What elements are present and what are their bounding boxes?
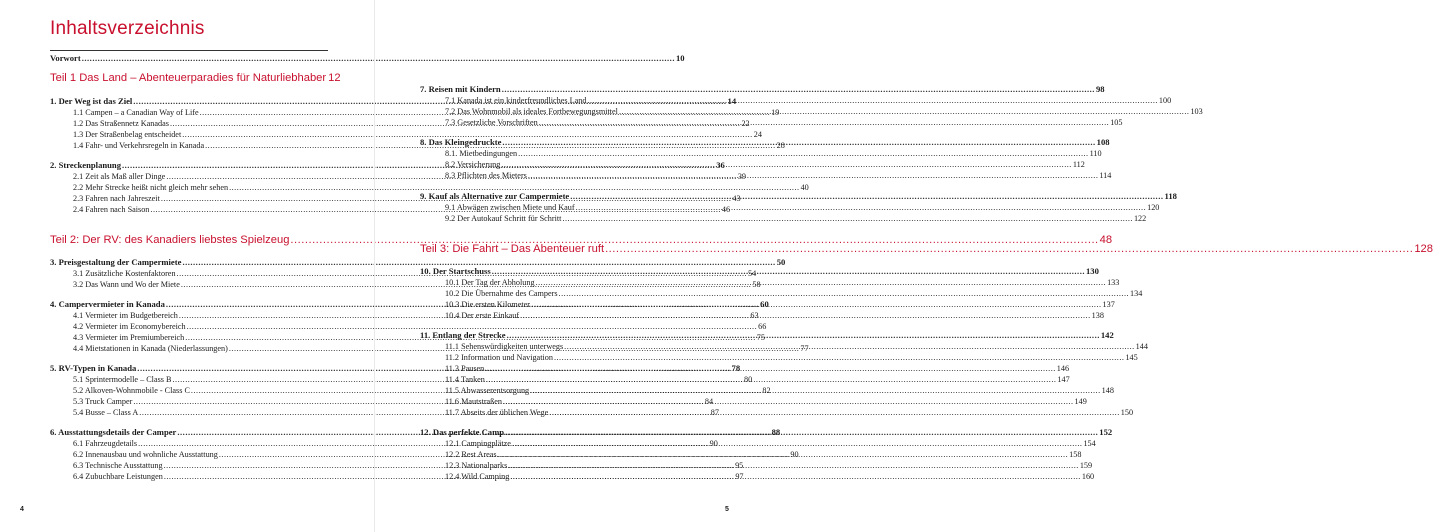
entry-page-number: 134 — [1130, 289, 1143, 298]
entry-page-number: 138 — [1091, 311, 1104, 320]
entry-title: 8.3 Pflichten des Mieters — [445, 171, 527, 180]
entry-title: 12.3 Nationalparks — [445, 461, 508, 470]
entry-title: 5.1 Sprintermodelle – Class B — [73, 375, 172, 384]
toc-sub-entry — [73, 322, 767, 331]
entry-title: 10.4 Der erste Einkauf — [445, 311, 520, 320]
entry-page-number: 95 — [735, 461, 744, 470]
entry-page-number: 90 — [709, 439, 718, 448]
entry-title: 3. Preisgestaltung der Campermiete — [50, 257, 182, 267]
leader-dots — [549, 408, 1120, 417]
entry-title: 7. Reisen mit Kindern — [420, 84, 501, 94]
toc-heading: Inhaltsverzeichnis — [50, 18, 205, 39]
leader-dots — [503, 397, 1074, 406]
entry-page-number: 90 — [790, 450, 799, 459]
page-number-right: 5 — [725, 506, 729, 513]
entry-page-number: 60 — [760, 299, 769, 309]
entry-page-number: 40 — [800, 183, 809, 192]
entry-page-number: 22 — [741, 119, 750, 128]
entry-title: 7.1 Kanada ist ein kinderfreundliches Land — [445, 96, 587, 105]
entry-title: 5.4 Busse – Class A — [73, 408, 139, 417]
entry-page-number: 28 — [776, 141, 785, 150]
entry-title: 3.2 Das Wann und Wo der Miete — [73, 280, 180, 289]
entry-title: 5.3 Truck Camper — [73, 397, 133, 406]
leader-dots — [530, 386, 1101, 395]
entry-page-number: 118 — [1164, 191, 1177, 201]
entry-title: Teil 1 Das Land – Abenteuerparadies für Naturliebhaber — [50, 72, 327, 84]
entry-title: 8. Das Kleingedruckte — [420, 137, 502, 147]
entry-page-number: 148 — [1101, 386, 1114, 395]
leader-dots — [531, 300, 1102, 309]
entry-page-number: 103 — [1190, 107, 1203, 116]
entry-page-number: 110 — [1089, 149, 1102, 158]
leader-dots — [559, 289, 1130, 298]
entry-page-number: 142 — [1100, 330, 1114, 340]
entry-page-number: 88 — [771, 427, 781, 437]
entry-page-number: 159 — [1079, 461, 1093, 470]
entry-page-number: 19 — [771, 108, 780, 117]
entry-title: 12.1 Campingplätze — [445, 439, 511, 448]
entry-title: 12.2 Rest Areas — [445, 450, 497, 459]
entry-page-number: 82 — [762, 386, 771, 395]
leader-dots — [554, 353, 1125, 362]
entry-title: 10.2 Die Übernahme des Campers — [445, 289, 558, 298]
entry-page-number: 105 — [1110, 118, 1123, 127]
entry-title: 8.2 Versicherung — [445, 160, 501, 169]
entry-title: 12.4 Wild Camping — [445, 472, 510, 481]
entry-title: 6.4 Zubuchbare Leistungen — [73, 472, 163, 481]
toc-chapter-entry — [420, 84, 1105, 94]
entry-title: 5.2 Alkoven-Wohnmobile - Class C — [73, 386, 190, 395]
page-number-left: 4 — [20, 506, 24, 513]
entry-page-number: 12 — [328, 72, 341, 84]
leader-dots — [587, 96, 1158, 105]
leader-dots — [485, 364, 1056, 373]
entry-title: 4.1 Vermieter im Budgetbereich — [73, 311, 178, 320]
leader-dots — [518, 149, 1089, 158]
entry-page-number: 84 — [704, 397, 714, 406]
entry-title: 9.1 Abwägen zwischen Miete und Kauf — [445, 203, 575, 212]
entry-title: 10.1 Der Tag der Abholung — [445, 278, 535, 287]
entry-page-number: 48 — [1099, 234, 1113, 246]
leader-dots — [507, 330, 1100, 340]
entry-page-number: 150 — [1120, 408, 1134, 417]
entry-page-number: 75 — [756, 333, 765, 342]
entry-title: 1.2 Das Straßennetz Kanadas — [73, 119, 169, 128]
entry-page-number: 77 — [800, 344, 809, 353]
entry-page-number: 36 — [716, 160, 725, 170]
entry-page-number: 147 — [1057, 375, 1070, 384]
toc-part-entry — [420, 243, 1433, 255]
entry-page-number: 98 — [1095, 84, 1105, 94]
entry-page-number: 87 — [710, 408, 719, 417]
toc-sub-entry — [445, 353, 1138, 362]
entry-title: 11.3 Pausen — [445, 364, 485, 373]
entry-page-number: 149 — [1074, 397, 1087, 406]
entry-page-number: 43 — [732, 194, 741, 203]
entry-page-number: 58 — [752, 280, 761, 289]
leader-dots — [508, 461, 1079, 470]
entry-page-number: 130 — [1086, 266, 1099, 276]
entry-page-number: 122 — [1133, 214, 1147, 223]
entry-page-number: 80 — [743, 375, 753, 384]
leader-dots — [564, 342, 1135, 351]
entry-title: 6.3 Technische Ausstattung — [73, 461, 163, 470]
leader-dots — [502, 84, 1095, 94]
entry-page-number: 114 — [1099, 171, 1112, 180]
leader-dots — [570, 191, 1163, 201]
entry-page-number: 54 — [748, 269, 757, 278]
entry-title: 4.2 Vermieter im Economybereich — [73, 322, 186, 331]
entry-title: 10.3 Die ersten Kilometer — [445, 300, 531, 309]
entry-title: Vorwort — [50, 53, 81, 63]
entry-title: 11.7 Abseits der üblichen Wege — [445, 408, 549, 417]
entry-title: 5. RV-Typen in Kanada — [50, 363, 137, 373]
entry-page-number: 158 — [1069, 450, 1082, 459]
entry-title: 4.4 Mietstationen in Kanada (Niederlassungen) — [73, 344, 228, 353]
entry-title: 2.3 Fahren nach Jahreszeit — [73, 194, 160, 203]
leader-dots — [605, 243, 1413, 255]
entry-page-number: 144 — [1135, 342, 1148, 351]
entry-title: 6.2 Innenausbau und wohnliche Ausstattung — [73, 450, 218, 459]
entry-page-number: 128 — [1414, 243, 1433, 255]
leader-dots — [512, 439, 1083, 448]
leader-dots — [501, 160, 1072, 169]
toc-part-entry — [50, 234, 1113, 246]
entry-title: 11.6 Mautstraßen — [445, 397, 502, 406]
entry-page-number: 120 — [1147, 203, 1160, 212]
entry-page-number: 14 — [727, 96, 737, 106]
toc-part-entry — [50, 72, 341, 84]
leader-dots — [528, 171, 1099, 180]
entry-title: 11.1 Sehenswürdigkeiten unterwegs — [445, 342, 564, 351]
entry-title: 11.2 Information und Navigation — [445, 353, 553, 362]
entry-page-number: 97 — [735, 472, 744, 481]
entry-title: 12. Das perfekte Camp — [420, 427, 505, 437]
heading-rule — [50, 50, 328, 51]
leader-dots — [576, 203, 1147, 212]
entry-title: 2.4 Fahren nach Saison — [73, 205, 150, 214]
entry-title: 1. Der Weg ist das Ziel — [50, 96, 133, 106]
entry-title: 7.3 Gesetzliche Vorschriften — [445, 118, 538, 127]
entry-page-number: 133 — [1107, 278, 1120, 287]
entry-page-number: 160 — [1081, 472, 1095, 481]
leader-dots — [536, 278, 1107, 287]
entry-page-number: 146 — [1056, 364, 1070, 373]
entry-page-number: 78 — [731, 363, 741, 373]
toc-sub-entry — [73, 183, 809, 192]
toc-chapter-entry — [50, 257, 786, 267]
entry-title: 11.5 Abwasserentsorgung — [445, 386, 530, 395]
entry-title: 11.4 Tanken — [445, 375, 485, 384]
leader-dots — [520, 311, 1091, 320]
toc-chapter-entry — [50, 53, 685, 63]
entry-title: 7.2 Das Wohnmobil als ideales Fortbewegungsmittel — [445, 107, 618, 116]
entry-page-number: 66 — [758, 322, 767, 331]
leader-dots — [505, 427, 1098, 437]
entry-title: 1.4 Fahr- und Verkehrsregeln in Kanada — [73, 141, 205, 150]
leader-dots — [539, 118, 1110, 127]
entry-title: 6. Ausstattungsdetails der Camper — [50, 427, 177, 437]
leader-dots — [502, 137, 1095, 147]
entry-title: 2.2 Mehr Strecke heißt nicht gleich mehr sehen — [73, 183, 229, 192]
entry-page-number: 63 — [750, 311, 759, 320]
entry-page-number: 112 — [1072, 160, 1085, 169]
entry-page-number: 24 — [753, 130, 762, 139]
leader-dots — [492, 266, 1085, 276]
toc-sub-entry — [445, 289, 1143, 298]
entry-page-number: 50 — [776, 257, 786, 267]
entry-title: 4.3 Vermieter im Premiumbereich — [73, 333, 185, 342]
entry-page-number: 154 — [1083, 439, 1096, 448]
entry-page-number: 100 — [1158, 96, 1172, 105]
toc-sub-entry — [445, 149, 1102, 158]
leader-dots — [510, 472, 1081, 481]
entry-title: 2.1 Zeit als Maß aller Dinge — [73, 172, 166, 181]
entry-page-number: 10 — [675, 53, 685, 63]
entry-page-number: 137 — [1102, 300, 1115, 309]
entry-title: 3.1 Zusätzliche Kostenfaktoren — [73, 269, 176, 278]
entry-page-number: 145 — [1125, 353, 1138, 362]
entry-title: 9.2 Der Autokauf Schritt für Schritt — [445, 214, 562, 223]
entry-title: 1.1 Campen – a Canadian Way of Life — [73, 108, 199, 117]
entry-title: 8.1. Mietbedingungen — [445, 149, 518, 158]
entry-title: 2. Streckenplanung — [50, 160, 121, 170]
toc-sub-entry — [73, 130, 762, 139]
entry-title: Teil 2: Der RV: des Kanadiers liebstes Spielzeug — [50, 234, 290, 246]
entry-title: 11. Entlang der Strecke — [420, 330, 506, 340]
entry-page-number: 46 — [721, 205, 731, 214]
leader-dots — [619, 107, 1190, 116]
entry-title: Teil 3: Die Fahrt – Das Abenteuer ruft — [420, 243, 605, 255]
leader-dots — [486, 375, 1057, 384]
entry-page-number: 108 — [1096, 137, 1110, 147]
entry-page-number: 39 — [737, 172, 746, 181]
leader-dots — [562, 214, 1133, 223]
leader-dots — [498, 450, 1069, 459]
entry-title: 4. Campervermieter in Kanada — [50, 299, 165, 309]
entry-page-number: 152 — [1099, 427, 1113, 437]
entry-title: 10. Der Startschuss — [420, 266, 491, 276]
entry-title: 1.3 Der Straßenbelag entscheidet — [73, 130, 182, 139]
entry-title: 9. Kauf als Alternative zur Campermiete — [420, 191, 570, 201]
toc-sub-entry — [445, 214, 1147, 223]
entry-title: 6.1 Fahrzeugdetails — [73, 439, 138, 448]
